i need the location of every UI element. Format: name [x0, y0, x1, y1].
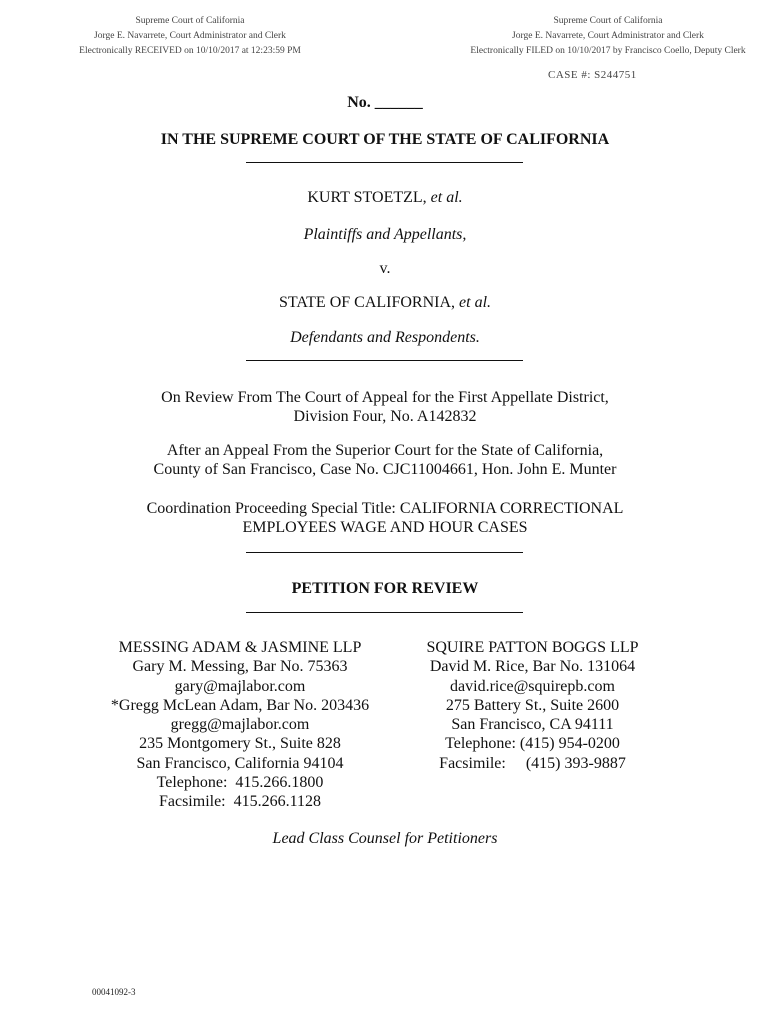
et-al: et al.	[430, 189, 463, 206]
coordination-line-1: Coordination Proceeding Special Title: CALIFORNIA CORRECTIONAL	[146, 500, 624, 517]
facsimile: Facsimile: (415) 393-9887	[439, 754, 626, 772]
plaintiff-line	[0, 188, 770, 208]
divider	[246, 162, 523, 163]
street-address: 235 Montgomery St., Suite 828	[139, 735, 341, 753]
court-title: IN THE SUPREME COURT OF THE STATE OF CALIFORNIA	[160, 131, 610, 148]
filed-stamp	[458, 14, 758, 59]
telephone: Telephone: (415) 954-0200	[445, 735, 620, 753]
received-stamp	[20, 14, 360, 59]
counsel-caption: Lead Class Counsel for Petitioners	[272, 830, 498, 847]
stamp-filed-date: Electronically FILED on 10/10/2017 by Francisco Coello, Deputy Clerk	[470, 46, 746, 56]
review-line-1: On Review From The Court of Appeal for the First Appellate District,	[161, 389, 609, 406]
divider	[246, 612, 523, 613]
et-al: et al.	[459, 294, 492, 311]
telephone: Telephone: 415.266.1800	[156, 774, 324, 792]
document-title: PETITION FOR REVIEW	[291, 580, 479, 597]
defendant-line	[0, 293, 770, 313]
street-address: 275 Battery St., Suite 2600	[445, 696, 620, 714]
plaintiff-name: KURT STOETZL,	[307, 189, 427, 206]
document-number: 00041092-3	[92, 987, 136, 997]
attorney-email: gregg@majlabor.com	[170, 716, 310, 734]
divider	[246, 360, 523, 361]
counsel-right-block	[395, 638, 670, 773]
attorney-name: David M. Rice, Bar No. 131064	[429, 658, 636, 676]
city-state-zip: San Francisco, California 94104	[136, 754, 344, 772]
appeal-line-2: County of San Francisco, Case No. CJC11004661, Hon. John E. Munter	[153, 461, 617, 478]
case-number: CASE #: S244751	[548, 69, 637, 81]
stamp-court-name: Supreme Court of California	[553, 16, 663, 26]
appeal-line-1: After an Appeal From the Superior Court for the State of California,	[166, 442, 604, 459]
stamp-court-name: Supreme Court of California	[135, 16, 245, 26]
city-state-zip: San Francisco, CA 94111	[451, 716, 614, 734]
attorney-name: *Gregg McLean Adam, Bar No. 203436	[110, 696, 370, 714]
counsel-left-block	[90, 638, 390, 812]
firm-name: SQUIRE PATTON BOGGS LLP	[426, 639, 639, 656]
review-line-2: Division Four, No. A142832	[293, 408, 477, 425]
attorney-email: david.rice@squirepb.com	[450, 677, 615, 695]
facsimile: Facsimile: 415.266.1128	[158, 793, 322, 811]
stamp-received-date: Electronically RECEIVED on 10/10/2017 at 12:23:59 PM	[79, 46, 301, 56]
number-line: No. ______	[347, 94, 423, 111]
firm-name: MESSING ADAM & JASMINE LLP	[118, 639, 362, 656]
divider	[246, 552, 523, 553]
coordination-line-2: EMPLOYEES WAGE AND HOUR CASES	[242, 519, 528, 536]
stamp-clerk: Jorge E. Navarrete, Court Administrator and Clerk	[512, 31, 704, 41]
attorney-name: Gary M. Messing, Bar No. 75363	[132, 658, 348, 676]
defendant-role: Defendants and Respondents.	[290, 329, 480, 346]
defendant-name: STATE OF CALIFORNIA,	[278, 294, 456, 311]
plaintiff-role: Plaintiffs and Appellants,	[303, 226, 467, 243]
stamp-clerk: Jorge E. Navarrete, Court Administrator and Clerk	[94, 31, 286, 41]
attorney-email: gary@majlabor.com	[174, 677, 306, 695]
versus: v.	[379, 260, 391, 277]
